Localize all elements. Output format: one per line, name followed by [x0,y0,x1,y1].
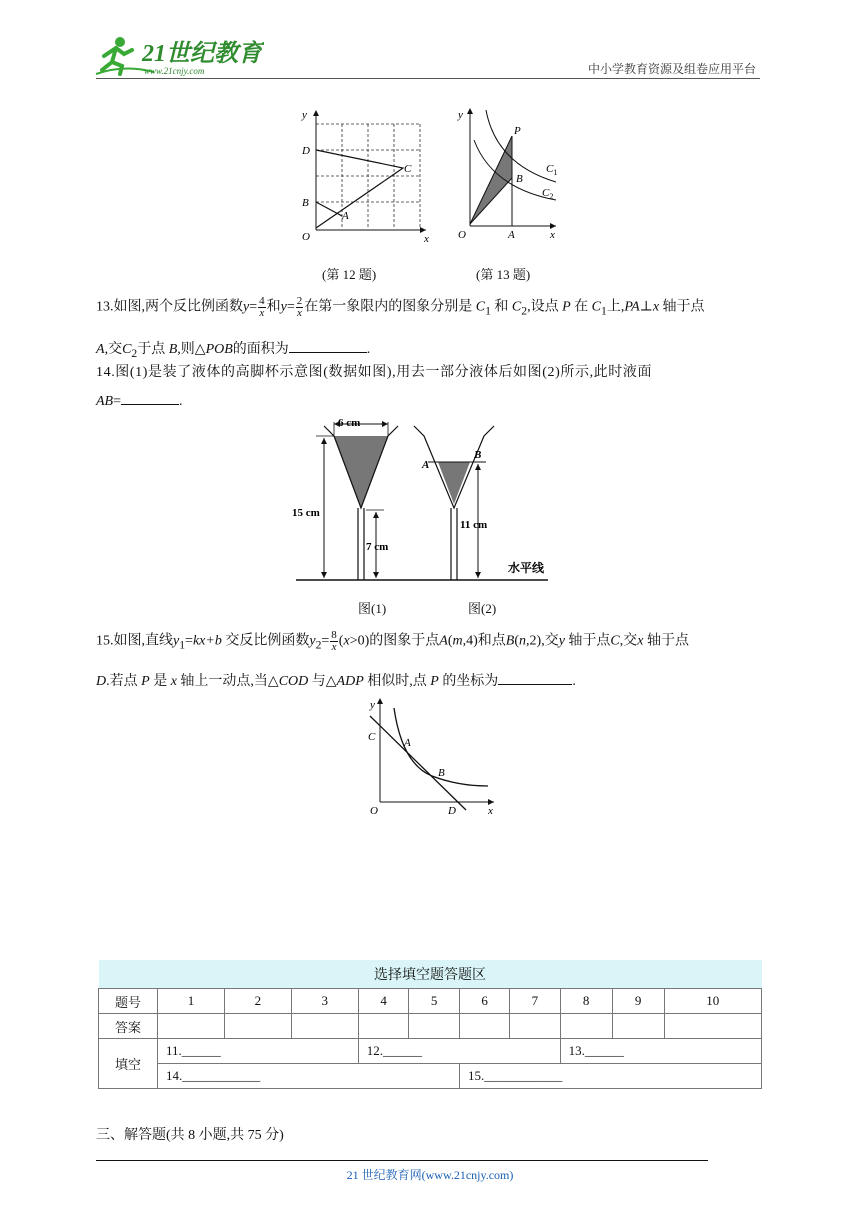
fill-cell-15[interactable]: 15.____________ [459,1064,761,1089]
fig12-y-label: y [302,109,307,121]
answer-cell[interactable] [664,1014,761,1039]
fill-cell-14[interactable]: 14.____________ [158,1064,460,1089]
fraction-8-over-x: $\frac{8}{x}$ [331,629,337,653]
fig15-x-label: x [488,805,493,817]
table-row-answers [99,1014,762,1039]
fig12-x-label: x [424,233,429,245]
caption-fig14-2: 图(2) [468,601,497,616]
figure-12 [296,106,446,248]
caption-fig12: (第 12 题) [322,267,377,282]
answer-cell[interactable] [224,1014,291,1039]
fig13-point-B: B [516,173,523,185]
fig15-y-label: y [370,699,375,711]
answer-cell[interactable] [560,1014,612,1039]
fig14-horizontal-line-label: 水平线 [508,561,545,575]
fig15-point-A: A [404,737,411,749]
question-number: 8 [560,989,612,1014]
answer-cell[interactable] [459,1014,509,1039]
fig14-width-label: 6 cm [338,417,361,429]
fig12-point-A: A [342,210,349,222]
answer-cell[interactable] [612,1014,664,1039]
question-15-line2: D.若点 P 是 x 轴上一动点,当△COD 与△ADP 相似时,点 P 的坐标为 . [96,670,760,692]
answer-cell[interactable] [158,1014,225,1039]
fig12-point-C: C [404,163,412,175]
answer-table-title: 选择填空题答题区 [99,960,762,989]
table-row-fill-1 [99,1039,762,1064]
question-number: 10 [664,989,761,1014]
header-divider [96,78,760,79]
fig12-origin-label: O [302,231,310,243]
fig14-height15-label: 15 cm [292,507,320,519]
figure-14 [290,412,560,592]
question-number: 1 [158,989,225,1014]
question-number: 7 [510,989,560,1014]
fill-cell-13[interactable]: 13.______ [560,1039,761,1064]
table-row-numbers [99,989,762,1014]
fraction-4-over-x: $\frac{4}{x}$ [259,295,265,319]
fig13-curve-C1: $C_1$ [546,163,558,177]
logo-url: www.21cnjy.com [144,66,205,76]
fig14-height11-label: 11 cm [460,519,488,531]
site-logo [94,34,264,78]
section-3-heading: 三、解答题(共 8 小题,共 75 分) [96,1128,284,1143]
fill-cell-12[interactable]: 12.______ [358,1039,560,1064]
answer-cell[interactable] [510,1014,560,1039]
row-head-fill: 填空 [99,1039,158,1089]
caption-fig13: (第 13 题) [476,267,531,282]
fig14-point-A: A [422,459,430,471]
row-head-answer: 答案 [99,1014,158,1039]
question-14: 14.图(1)是装了液体的高脚杯示意图(数据如图),用去一部分液体后如图(2)所示,此时液面 [96,365,653,380]
fig12-point-D: D [302,145,310,157]
question-number: 2 [224,989,291,1014]
answer-cell[interactable] [358,1014,409,1039]
question-14-line2: AB= . [96,390,760,412]
figure-13 [452,104,564,246]
question-13-line2: A,交$C_2$于点 B,则△POB的面积为 . [96,338,760,364]
question-number: 9 [612,989,664,1014]
figure-15 [362,694,502,820]
fig14-point-B: B [474,449,482,461]
fraction-2-over-x: $\frac{2}{x}$ [296,295,303,319]
question-number: 3 [291,989,358,1014]
question-number: 4 [358,989,409,1014]
answer-cell[interactable] [291,1014,358,1039]
question-13: 13.如图,两个反比例函数y= $\frac{4}{x}$ 和y= $\frac{2}{x}$ 在第一象限内的图象分别是 $C_1$ 和 $C_2$,设点 P 在 $C_1$上,PA⊥x 轴于点 [96,295,705,319]
fig13-y-label: y [458,109,463,121]
logo-runner-icon [94,34,264,78]
fill-cell-11[interactable]: 11.______ [158,1039,359,1064]
fig13-curve-C2: $C_2$ [542,187,554,201]
fig15-point-B: B [438,767,445,779]
footer-text[interactable]: 21 世纪教育网(www.21cnjy.com) [346,1168,514,1182]
fig13-point-P: P [514,125,521,137]
fig12-point-B: B [302,197,309,209]
answer-blank-14[interactable] [121,390,179,405]
question-number: 5 [409,989,460,1014]
table-row-fill-2 [99,1064,762,1089]
answer-table [98,960,762,1089]
logo-text: 21世纪教育 [142,41,262,67]
fig13-origin-label: O [458,229,466,241]
answer-cell[interactable] [409,1014,460,1039]
fig13-x-label: x [550,229,555,241]
answer-blank-15[interactable] [498,670,572,685]
fig13-point-A: A [508,229,515,241]
answer-blank-13[interactable] [289,338,367,353]
question-15: 15.如图,直线$y_1=kx+b$ 交反比例函数$y_2=$ $\frac{8}{x}$ (x>0)的图象于点A(m,4)和点B(n,2),交y 轴于点C,交x 轴于点 [96,629,689,653]
fig15-point-C: C [368,731,376,743]
platform-name: 中小学教育资源及组卷应用平台 [587,62,756,76]
question-number: 6 [459,989,509,1014]
fig15-origin-label: O [370,805,378,817]
fig15-point-D: D [448,805,456,817]
footer-divider [96,1160,708,1161]
row-head-number: 题号 [99,989,158,1014]
caption-fig14-1: 图(1) [358,601,387,616]
fig14-height7-label: 7 cm [366,541,389,553]
